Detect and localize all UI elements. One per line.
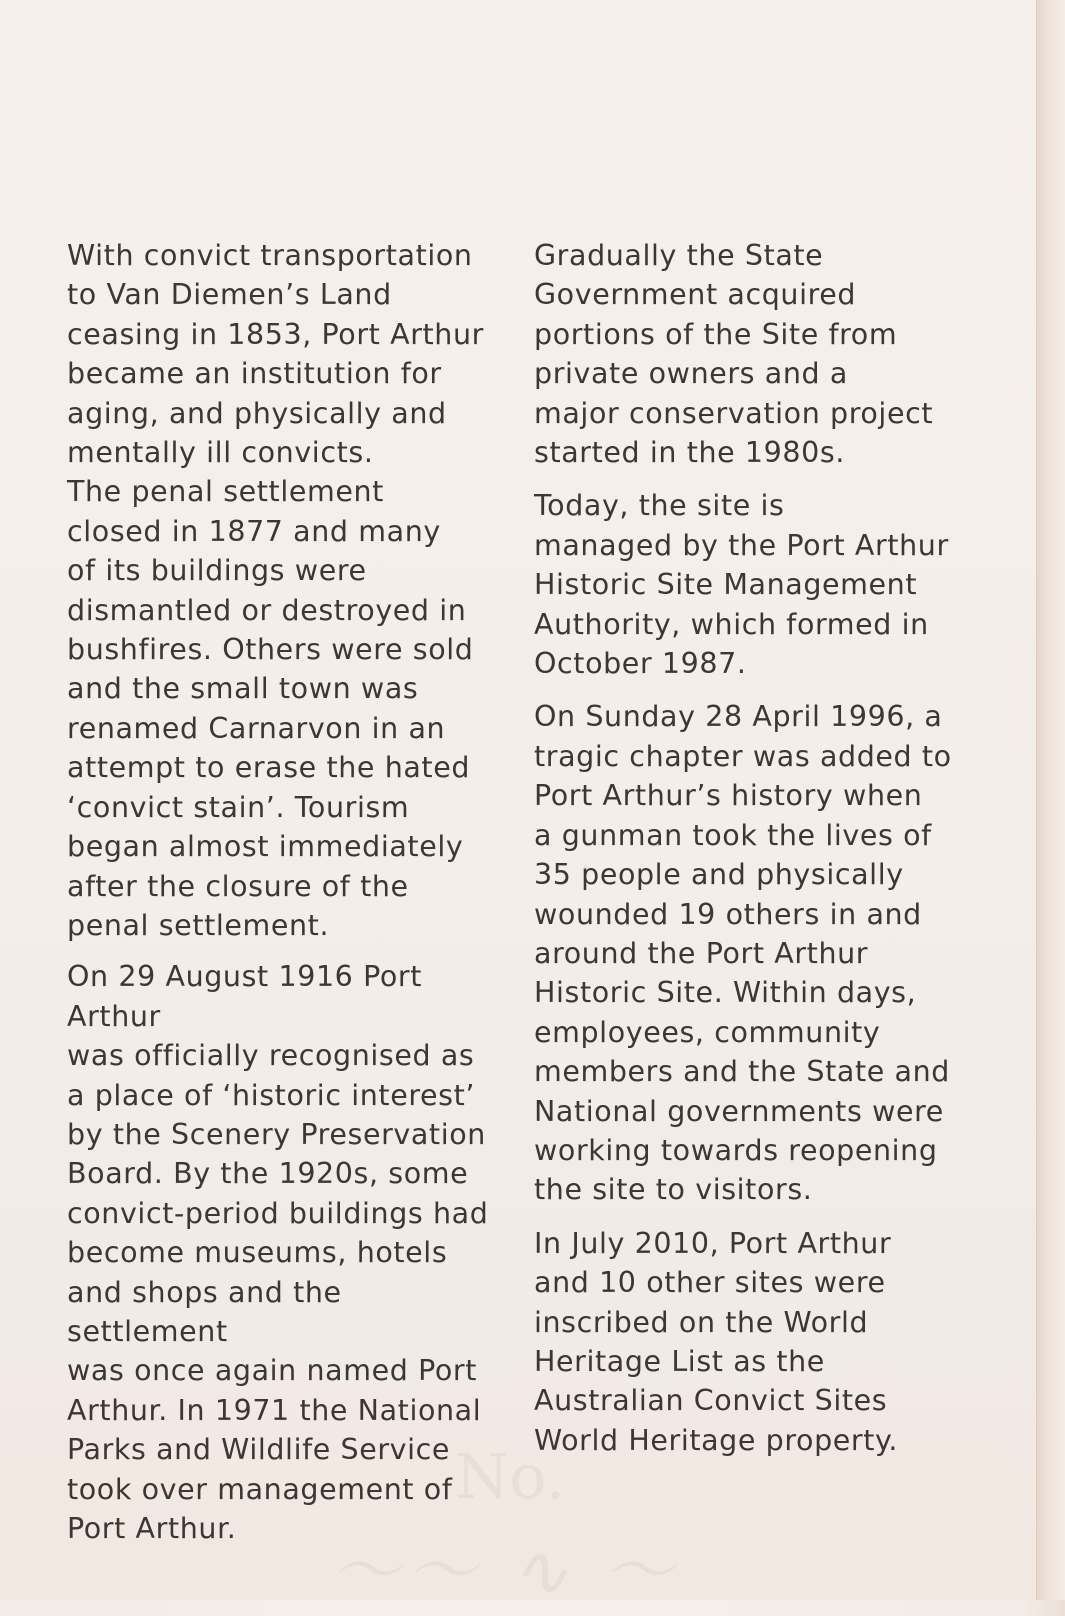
right-text-column [534, 236, 974, 1460]
right-paragraph-4: In July 2010, Port Arthur and 10 other sites were inscribed on the World Heritage List as the Australian Convict Sites World Heritage property. [534, 1226, 899, 1457]
right-paragraph-1: Gradually the State Government acquired portions of the Site from private owners and a major conservation project started in the 1980s. [534, 239, 934, 470]
faded-script-texture: 〜〜 ∿ 〜 [330, 1530, 680, 1612]
left-paragraph-1: With convict transportation to Van Diemen’s Land ceasing in 1853, Port Arthur became an institution for aging, and physically and mentally ill convicts. The penal settlement closed in 1877 and many of its buildings were dismantled or destroyed in bushfires. Others were sold and the small town was renamed Carnarvon in an attempt to erase the hated ‘convict stain’. Tourism began almost immediately after the closure of the penal settlement. [67, 239, 484, 942]
right-paragraph-2: Today, the site is managed by the Port Arthur Historic Site Management Authority, which formed in October 1987. [534, 489, 949, 681]
faded-watermark: No. [455, 1440, 566, 1513]
left-text-column [67, 236, 507, 1548]
panel-edge [1036, 0, 1065, 1600]
left-paragraph-2: On 29 August 1916 Port Arthur was officially recognised as a place of ‘historic interest’ by the Scenery Preservation Board. By the 1920s, some convict-period buildings had become museums, hotels and shops and the settlement was once again named Port Arthur. In 1971 the National Parks and Wildlife Service took over management of Port Arthur. [67, 960, 489, 1545]
right-paragraph-3: On Sunday 28 April 1996, a tragic chapter was added to Port Arthur’s history when a gunman took the lives of 35 people and physically wounded 19 others in and around the Port Arthur Historic Site. Within days, employees, community members and the State and National governments were working towards reopening the site to visitors. [534, 700, 952, 1207]
